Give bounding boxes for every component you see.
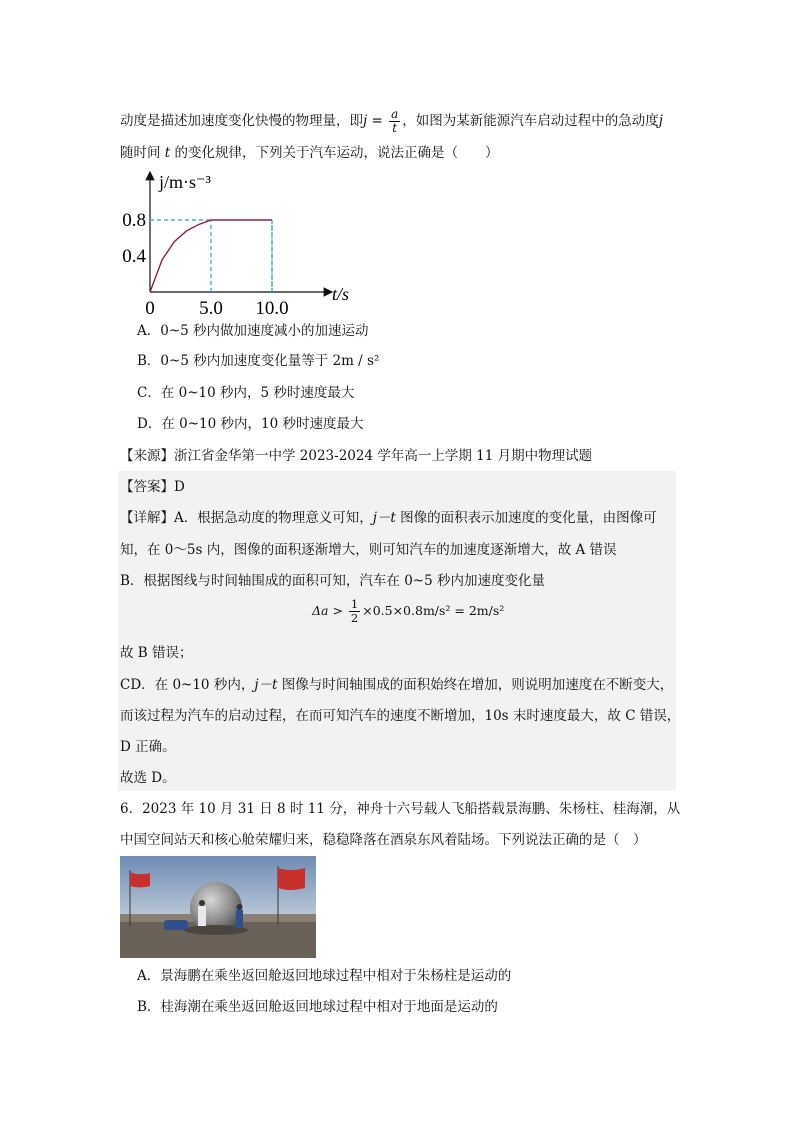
question-intro-line2: 随时间 t 的变化规律，下列关于汽车运动，说法正确是（ ）: [120, 145, 499, 161]
option-d: D．在 0~10 秒内，10 秒时速度最大: [137, 416, 364, 432]
y-axis-label: j/m·s⁻³: [159, 172, 211, 192]
t-variable: t: [164, 145, 171, 161]
j-variable-tail: j: [658, 113, 663, 129]
x-tick-label: 10.0: [255, 298, 289, 318]
delta-a-formula: Δa > $\frac{1}{2}$ ×0.5×0.8m/s² = 2m/s²: [312, 597, 505, 625]
jerk-time-graph: [112, 166, 362, 318]
intro-text-cont: ，如图为某新能源汽车启动过程中的急动度: [402, 113, 659, 129]
x-tick-label: 5.0: [199, 298, 223, 318]
intro-text: 动度是描述加速度变化快慢的物理量，即: [120, 113, 363, 129]
question-intro-line1: [120, 108, 663, 135]
option-a: A．0~5 秒内做加速度减小的加速运动: [137, 323, 369, 339]
q6-option-b: B．桂海潮在乘坐返回舱返回地球过程中相对于地面是运动的: [137, 999, 498, 1015]
capsule-landing-photo: [120, 856, 316, 958]
detail-line8: 故选 D。: [120, 770, 176, 786]
q6-line1: 6．2023 年 10 月 31 日 8 时 11 分，神舟十六号载人飞船搭载景海鹏、朱杨柱、桂海潮，从: [120, 801, 681, 817]
detail-line1: 【详解】A．根据急动度的物理意义可知，j－t 图像的面积表示加速度的变化量，由图像可: [120, 510, 657, 526]
j-variable: j: [363, 113, 368, 129]
option-b: B．0~5 秒内加速度变化量等于 2m / s²: [137, 353, 380, 369]
q6-option-a: A．景海鹏在乘坐返回舱返回地球过程中相对于朱杨柱是运动的: [137, 968, 512, 984]
detail-line5: CD．在 0~10 秒内，j－t 图像与时间轴围成的面积始终在增加，则说明加速度在不断变大，: [120, 677, 674, 693]
detail-line6: 而该过程为汽车的启动过程，在而可知汽车的速度不断增加，10s 末时速度最大，故 C 错误，: [120, 708, 681, 724]
answer-line: 【答案】D: [120, 479, 185, 495]
a-over-t-fraction: $\frac{a}{t}$: [391, 107, 399, 135]
y-tick-label: 0.8: [122, 210, 146, 231]
x-axis-label: t/s: [332, 284, 350, 304]
option-c: C．在 0~10 秒内，5 秒时速度最大: [137, 385, 355, 401]
detail-line3: B．根据图线与时间轴围成的面积可知，汽车在 0~5 秒内加速度变化量: [120, 573, 545, 589]
detail-line2: 知，在 0～5s 内，图像的面积逐渐增大，则可知汽车的加速度逐渐增大，故 A 错误: [120, 542, 617, 558]
q6-line2: 中国空间站天和核心舱荣耀归来，稳稳降落在酒泉东风着陆场。下列说法正确的是（ ）: [120, 832, 647, 848]
source-line: 【来源】浙江省金华第一中学 2023-2024 学年高一上学期 11 月期中物理试题: [120, 448, 593, 464]
equals: =: [367, 113, 388, 129]
y-tick-label: 0.4: [122, 246, 146, 267]
detail-line7: D 正确。: [120, 739, 176, 755]
x-tick-label: 0: [145, 298, 155, 318]
detail-line4: 故 B 错误；: [120, 645, 193, 661]
